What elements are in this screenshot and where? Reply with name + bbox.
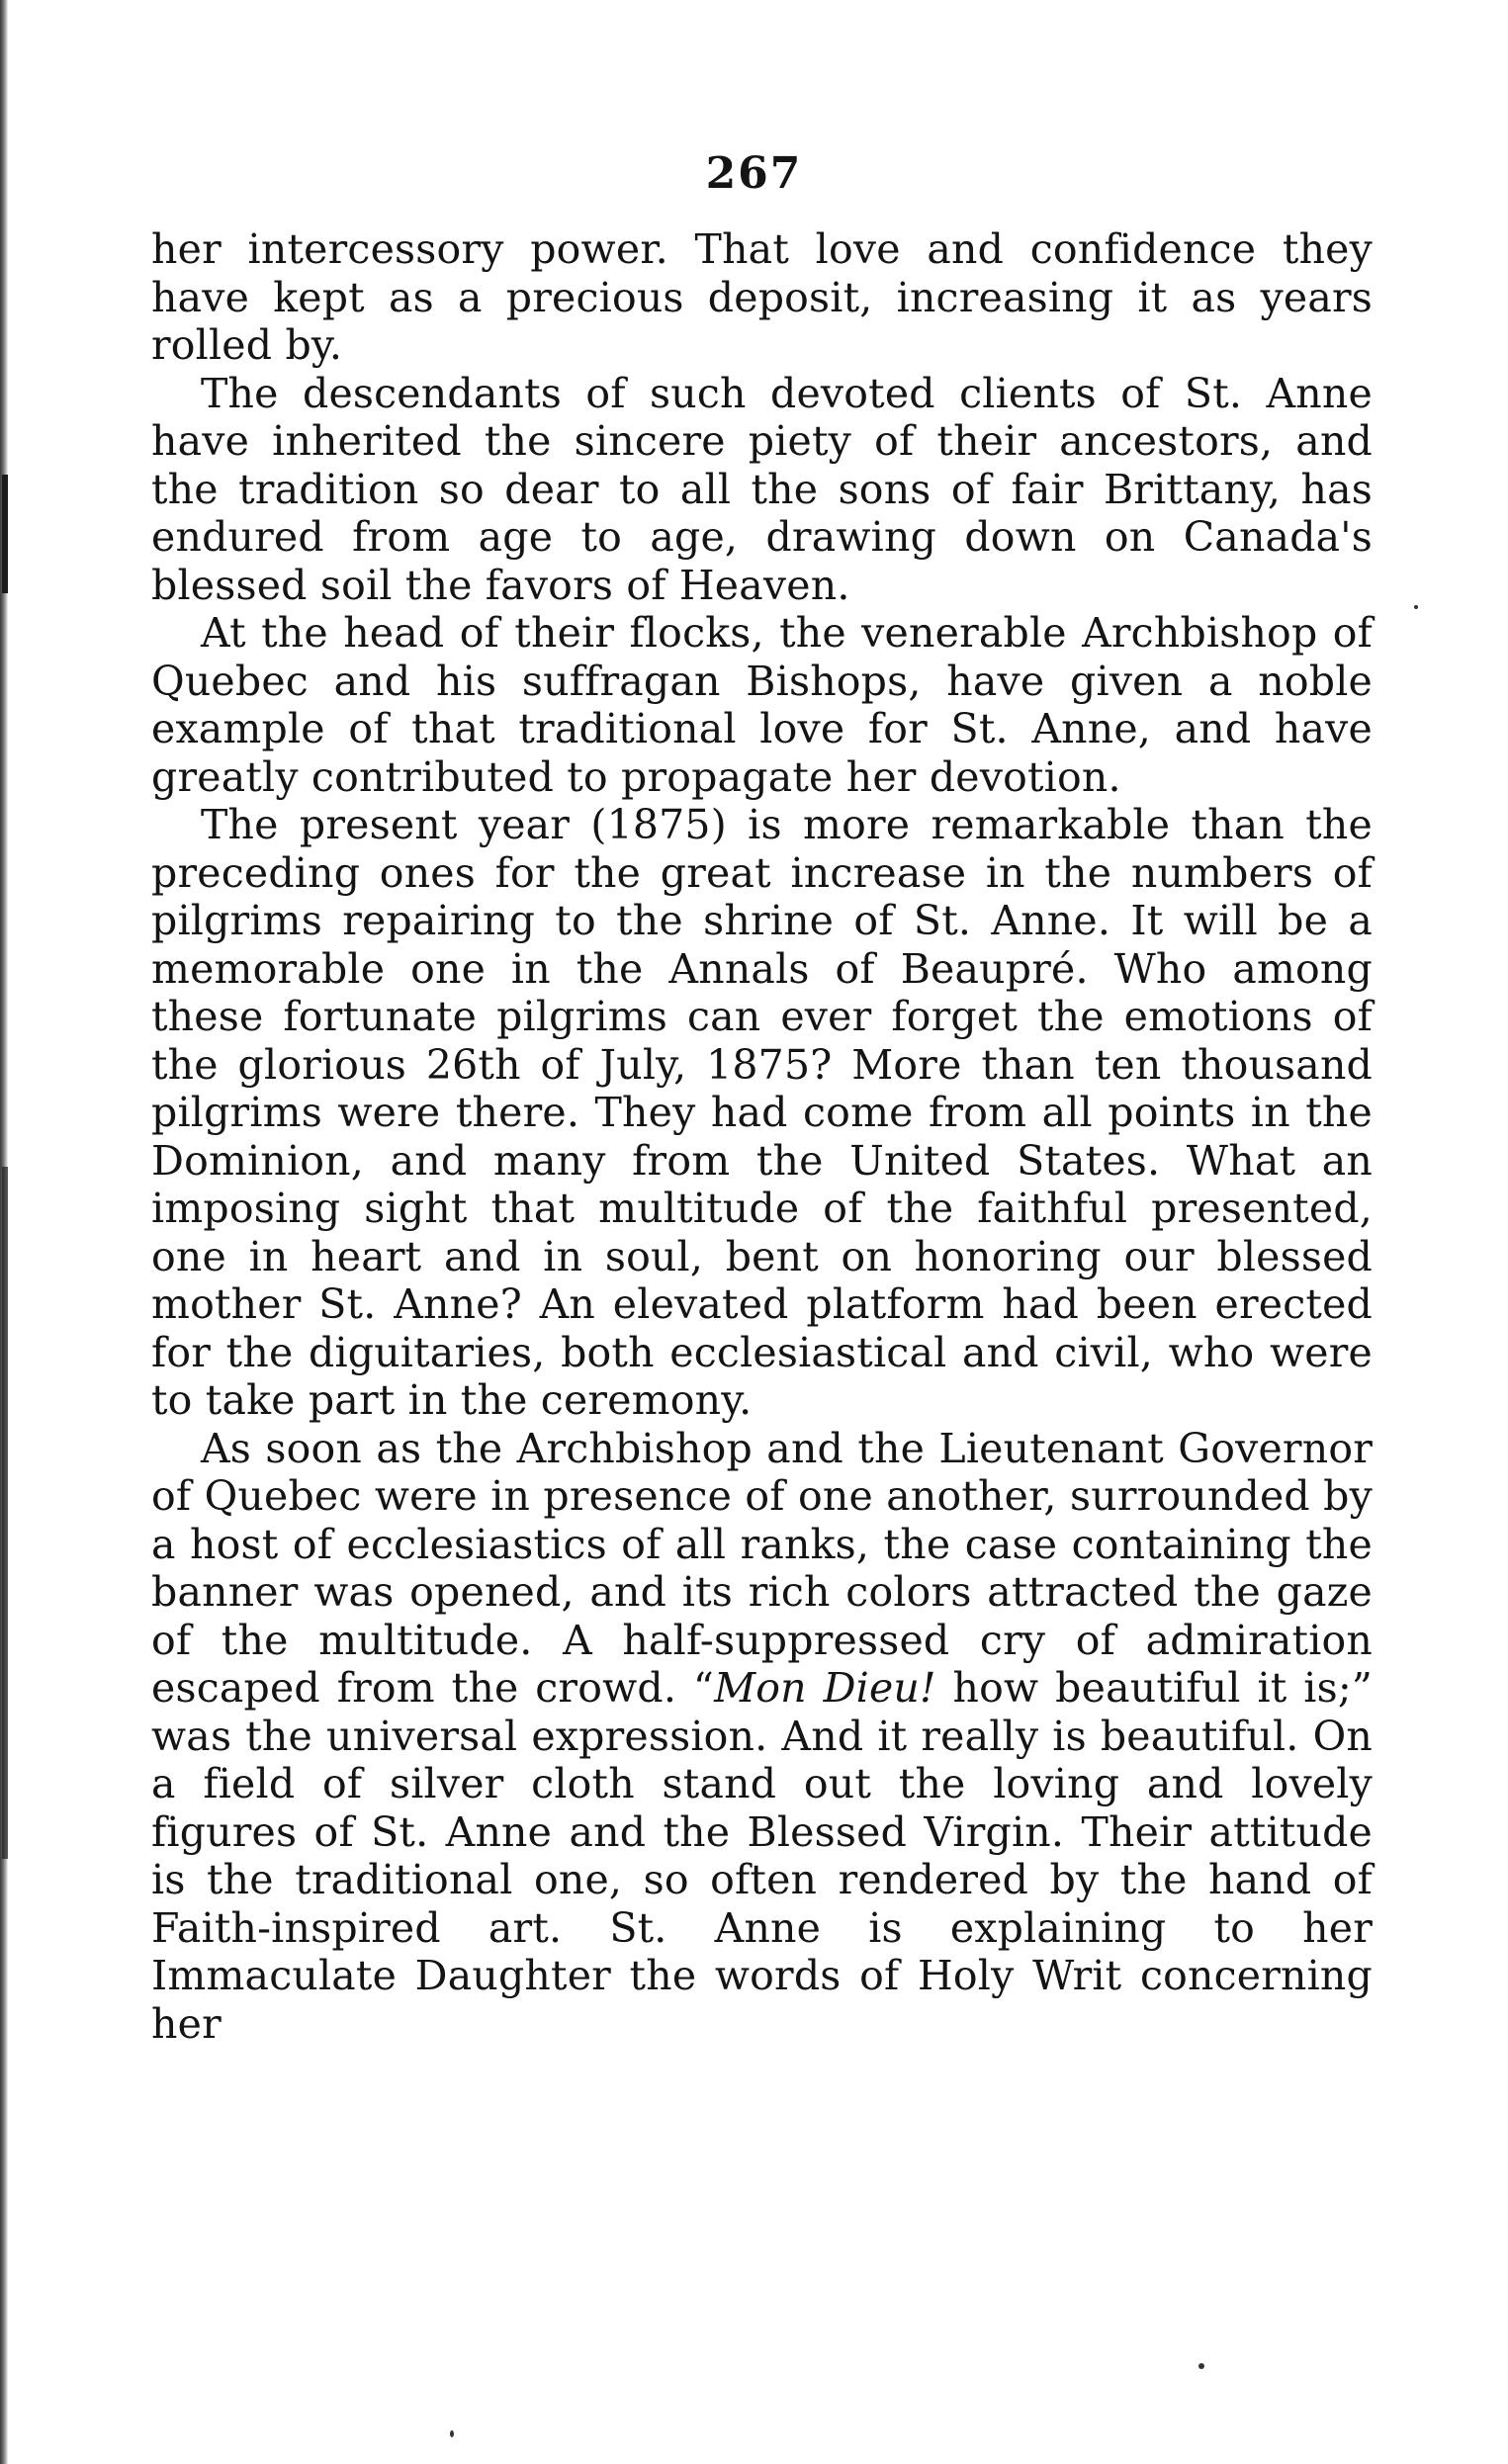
text-run: how beautiful it is;” was the universal expression. And it really is beautiful. On a field of silver cloth stand out the loving and lovely figures of St. Anne and the Blessed Virgin. Their attitude is the traditional one, so often rendered by the hand of Faith-inspired art. St. Anne is explaining to her Immaculate Daughter the words of Holy Writ concerning her <box>151 1664 1374 2048</box>
italic-phrase: Mon Dieu! <box>714 1664 936 1712</box>
paragraph <box>151 801 1373 1425</box>
text-run: her intercessory power. That love and confidence they have kept as a precious deposit, increasing it as years rolled by. <box>151 225 1373 369</box>
text-run: As soon as the Archbishop and the Lieutenant Governor of Quebec were in presence of one another, surrounded by a host of ecclesiastics of all ranks, the case containing the banner was opened, and its rich colors attracted the gaze of the multitude. A half-suppressed cry of admiration escaped from the crowd. “ <box>151 1424 1373 1712</box>
paragraph <box>151 609 1373 801</box>
body-text <box>151 225 1373 2048</box>
paragraph <box>151 225 1373 370</box>
text-run: At the head of their flocks, the venerable Archbishop of Quebec and his suffragan Bishops, have given a noble example of that traditional love for St. Anne, and have greatly contributed to propagate her devotion. <box>151 609 1373 801</box>
print-speck <box>1414 605 1418 609</box>
page-number: 267 <box>705 148 803 199</box>
text-run: The descendants of such devoted clients of St. Anne have inherited the sincere piety of their ancestors, and the tradition so dear to all the sons of fair Brittany, has endured from age to age, drawing down on Canada's blessed soil the favors of Heaven. <box>151 369 1373 609</box>
print-speck <box>450 2430 454 2437</box>
binding-mark <box>2 1167 8 1859</box>
binding-mark <box>2 475 8 593</box>
text-run: The present year (1875) is more remarkable than the preceding ones for the great increase in the numbers of pilgrims repairing to the shrine of St. Anne. It will be a memorable one in the Annals of Beaupré. Who among these fortunate pilgrims can ever forget the emotions of the glorious 26th of July, 1875? More than ten thousand pilgrims were there. They had come from all points in the Dominion, and many from the United States. What an imposing sight that multitude of the faithful presented, one in heart and in soul, bent on honoring our blessed mother St. Anne? An elevated platform had been erected for the diguitaries, both ecclesiastical and civil, who were to take part in the ceremony. <box>151 801 1373 1424</box>
print-speck <box>1198 2363 1204 2369</box>
paragraph <box>151 370 1373 610</box>
paragraph <box>151 1425 1373 2049</box>
